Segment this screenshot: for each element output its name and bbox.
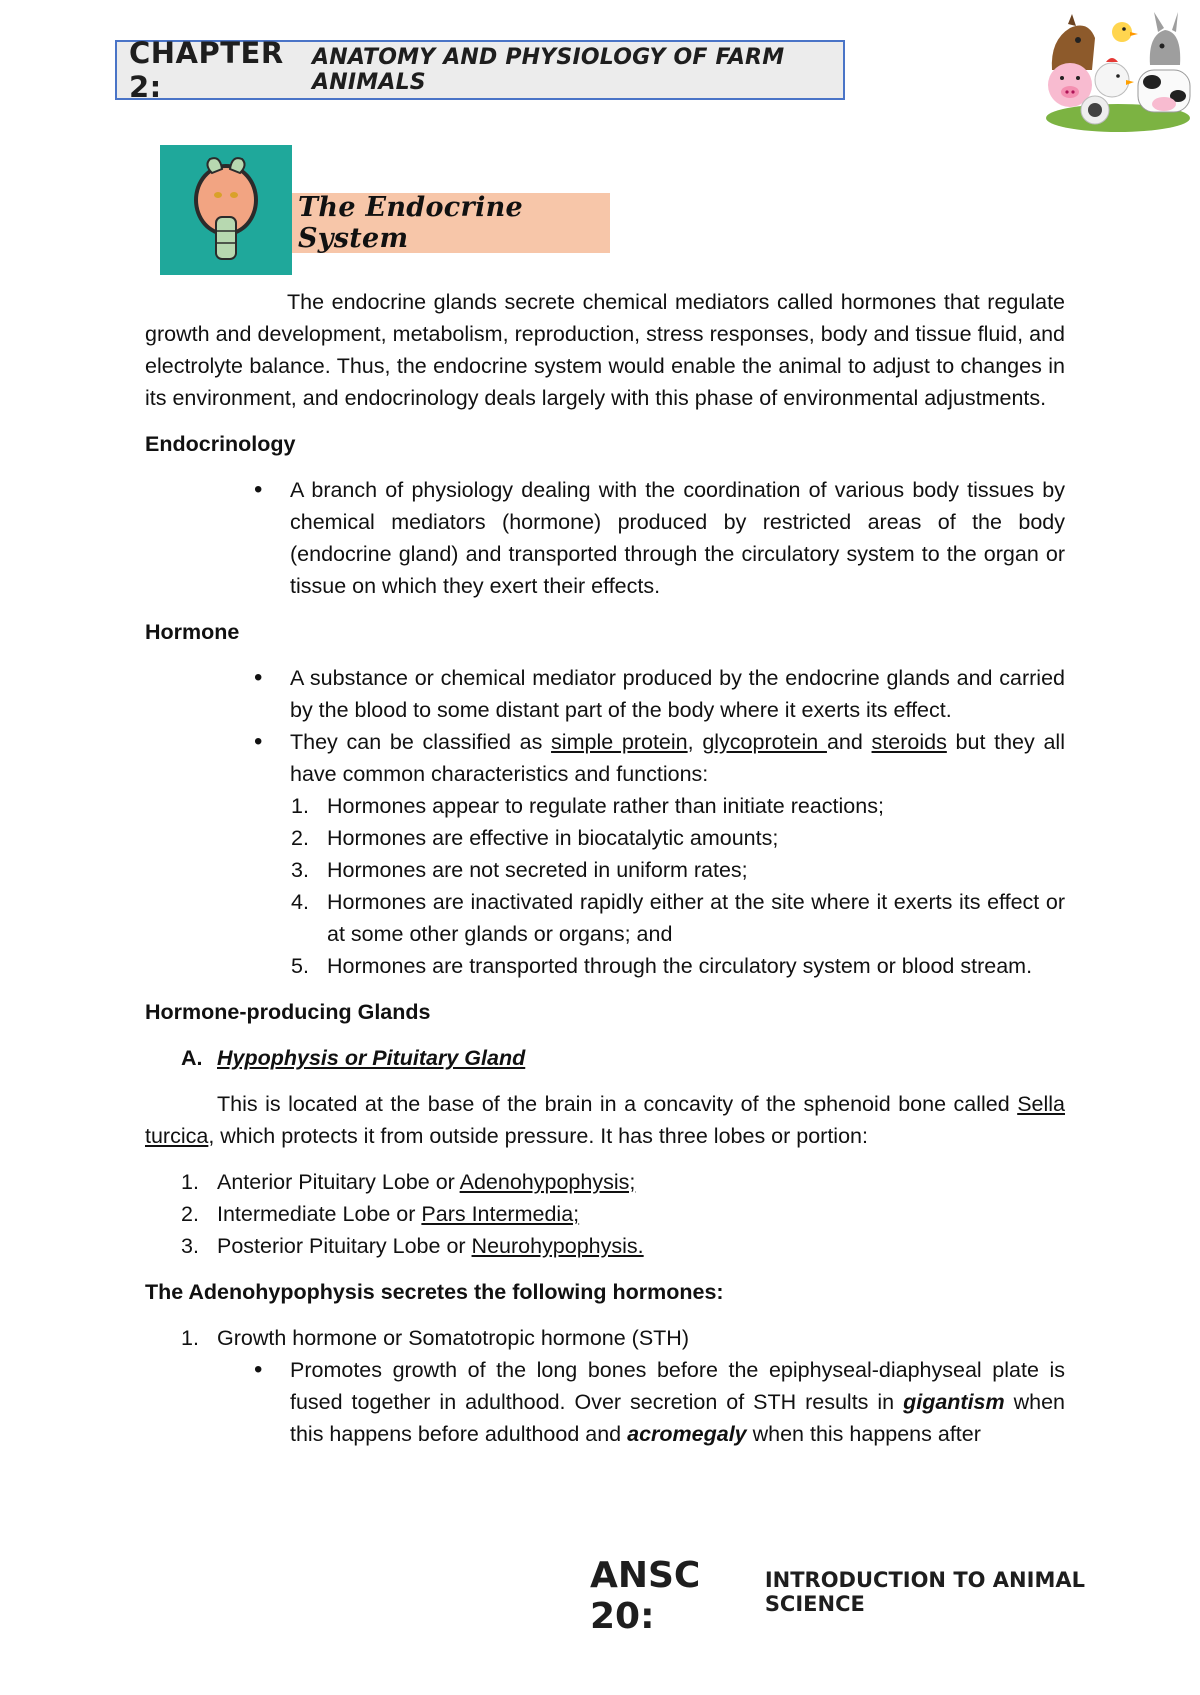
list-text: Hormones are transported through the circulatory system or blood stream. — [327, 954, 1033, 978]
list-text: Posterior Pituitary Lobe or — [217, 1234, 472, 1258]
term-acromegaly: acromegaly — [627, 1422, 747, 1446]
list-item — [181, 1198, 1065, 1230]
list-number: 4. — [291, 890, 309, 914]
list-number: 1. — [181, 1326, 199, 1350]
list-item: • A substance or chemical mediator produced by the endocrine glands and carried by the blood to some distant part of the body where it exerts its effect. — [290, 662, 1065, 726]
list-text: Growth hormone or Somatotropic hormone (STH) — [217, 1326, 689, 1350]
text-fragment: , which protects it from outside pressure. It has three lobes or portion: — [208, 1124, 868, 1148]
endocrinology-heading: Endocrinology — [145, 432, 296, 456]
term-pars-intermedia: Pars Intermedia; — [421, 1202, 580, 1226]
course-code: ANSC 20: — [590, 1555, 701, 1637]
text-fragment: and — [826, 730, 872, 754]
list-text: Intermediate Lobe or — [217, 1202, 422, 1226]
list-item — [291, 950, 1065, 982]
text-fragment: This is located at the base of the brain in a concavity of the sphenoid bone called — [217, 1092, 1018, 1116]
list-number: 3. — [291, 858, 309, 882]
list-number: 3. — [181, 1234, 199, 1258]
hormone-secretions-list — [145, 1322, 1065, 1354]
list-item — [181, 1042, 1065, 1074]
characteristics-list — [145, 790, 1065, 982]
section-title: The Endocrine System — [298, 192, 524, 254]
list-number: 5. — [291, 954, 309, 978]
hormone-heading: Hormone — [145, 620, 240, 644]
chapter-header — [115, 36, 845, 104]
text-fragment: Promotes growth of the long bones before the epiphyseal-diaphyseal plate is fused together in adulthood. Over secretion of STH results in — [290, 1358, 1065, 1414]
term-glycoprotein: glycoprotein — [702, 730, 827, 754]
text-fragment: but they all have common characteristics and functions: — [290, 730, 1065, 786]
gland-section-list — [145, 1042, 1065, 1074]
list-item — [291, 854, 1065, 886]
list-item — [290, 726, 1065, 790]
chapter-title: ANATOMY AND PHYSIOLOGY OF FARM ANIMALS — [312, 45, 785, 95]
section-icon-box — [160, 145, 292, 275]
document-body — [145, 286, 1065, 1450]
list-item — [290, 1354, 1065, 1450]
list-text: Anterior Pituitary Lobe or — [217, 1170, 460, 1194]
pituitary-gland-title: Hypophysis or Pituitary Gland — [217, 1046, 526, 1070]
term-adenohypophysis: Adenohypophysis; — [459, 1170, 636, 1194]
term-steroids: steroids — [871, 730, 947, 754]
list-number: 1. — [181, 1170, 199, 1194]
list-item — [291, 886, 1065, 950]
section-title-banner — [292, 193, 610, 253]
term-sella-turcica: Sella turcica — [145, 1092, 1065, 1148]
list-item — [181, 1166, 1065, 1198]
text-fragment: when this happens after — [746, 1422, 981, 1446]
glands-heading: Hormone-producing Glands — [145, 1000, 431, 1024]
sth-list — [145, 1354, 1065, 1450]
chapter-number: CHAPTER 2: — [129, 36, 284, 104]
list-item — [291, 822, 1065, 854]
list-number: 2. — [291, 826, 309, 850]
list-text: Hormones are inactivated rapidly either at the site where it exerts its effect or at some other glands or organs; and — [327, 890, 1065, 946]
text-fragment: , — [687, 730, 703, 754]
list-item: • A branch of physiology dealing with the coordination of various body tissues by chemical mediators (hormone) produced by restricted areas of the body (endocrine gland) and transported through the circulatory system to the organ or tissue on which they exert their effects. — [290, 474, 1065, 602]
adenohypophysis-heading: The Adenohypophysis secretes the following hormones: — [145, 1280, 724, 1304]
thyroid-gland-icon — [160, 145, 292, 275]
pituitary-description — [145, 1088, 1065, 1152]
course-footer — [590, 1555, 1150, 1637]
list-number: 1. — [291, 794, 309, 818]
list-letter: A. — [181, 1046, 203, 1070]
list-item — [181, 1230, 1065, 1262]
term-neurohypophysis: Neurohypophysis. — [471, 1234, 644, 1258]
list-text: Hormones are effective in biocatalytic amounts; — [327, 826, 779, 850]
course-title: INTRODUCTION TO ANIMAL SCIENCE — [764, 1568, 1085, 1616]
intro-paragraph: The endocrine glands secrete chemical mediators called hormones that regulate growth and development, metabolism, reproduction, stress responses, body and tissue fluid, and electrolyte balance. Thus, the endocrine system would enable the animal to adjust to changes in its environment, and endocrinology deals largely with this phase of environmental adjustments. — [145, 290, 1065, 410]
list-text: Hormones are not secreted in uniform rates; — [327, 858, 748, 882]
list-item — [181, 1322, 1065, 1354]
endocrinology-list — [145, 474, 1065, 602]
farm-animals-icon — [1040, 10, 1195, 135]
lobes-list — [145, 1166, 1065, 1262]
term-gigantism: gigantism — [903, 1390, 1005, 1414]
list-number: 2. — [181, 1202, 199, 1226]
list-text: Hormones appear to regulate rather than initiate reactions; — [327, 794, 884, 818]
text-fragment: They can be classified as — [290, 730, 552, 754]
hormone-list — [145, 662, 1065, 790]
list-item — [291, 790, 1065, 822]
term-simple-protein: simple protein — [551, 730, 688, 754]
text-fragment: when this happens before adulthood and — [290, 1390, 1066, 1446]
